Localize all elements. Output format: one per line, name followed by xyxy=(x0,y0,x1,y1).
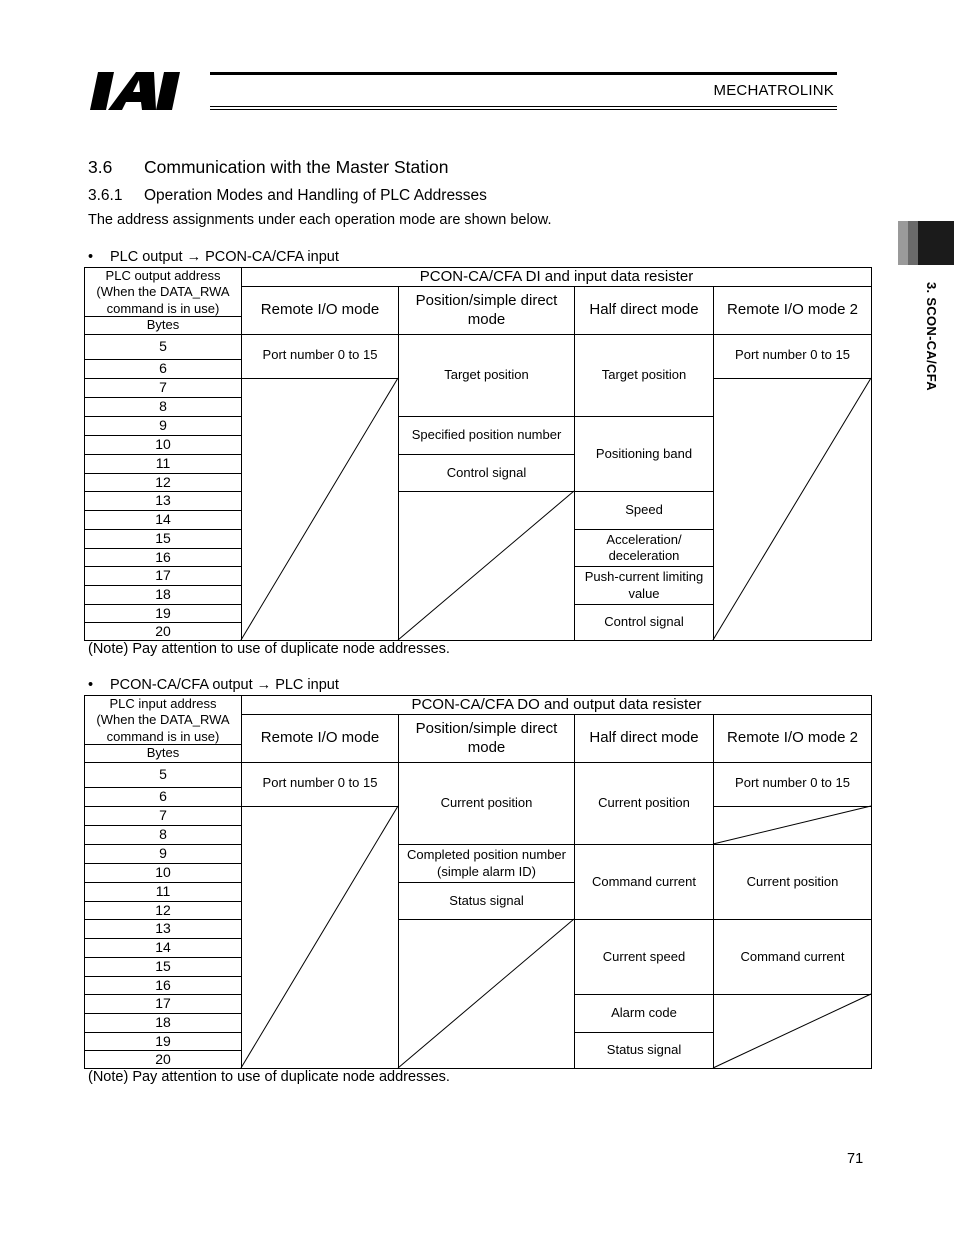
intro-text: The address assignments under each operation mode are shown below. xyxy=(88,212,552,228)
byte-cell: 5 xyxy=(84,334,242,360)
table1-mode-header: Position/simple direct mode xyxy=(398,286,575,335)
pos-control-signal: Control signal xyxy=(398,454,575,492)
half-target-position: Target position xyxy=(574,334,714,417)
pos-current-position: Current position xyxy=(398,762,575,845)
section-title: Communication with the Master Station xyxy=(144,157,449,177)
chapter-tab-shade-dark xyxy=(908,221,918,265)
byte-cell: 11 xyxy=(84,454,242,474)
table2-mode-header: Half direct mode xyxy=(574,714,714,763)
byte-cell: 17 xyxy=(84,994,242,1014)
byte-cell: 15 xyxy=(84,529,242,549)
address-header-line: (When the DATA_RWA xyxy=(96,284,230,300)
table1-address-header xyxy=(84,267,242,317)
remote-io-unused xyxy=(241,378,399,641)
table1-caption xyxy=(88,249,339,265)
byte-cell: 6 xyxy=(84,787,242,807)
table1-mode-header: Half direct mode xyxy=(574,286,714,335)
table2-group-header: PCON-CA/CFA DO and output data resister xyxy=(241,695,872,715)
table2-mode-header: Remote I/O mode xyxy=(241,714,399,763)
section-heading xyxy=(88,157,448,178)
pos-unused xyxy=(398,491,575,641)
byte-cell: 13 xyxy=(84,491,242,511)
table2-bytes-label: Bytes xyxy=(84,744,242,763)
half-push-current: Push-current limiting value xyxy=(574,566,714,605)
section-number: 3.6 xyxy=(88,157,113,177)
table2-caption xyxy=(88,677,339,693)
table1-caption-text: PLC output → PCON-CA/CFA input xyxy=(110,249,339,265)
table-plc-input xyxy=(84,695,871,1068)
half-acceleration: Acceleration/ deceleration xyxy=(574,529,714,567)
byte-cell: 16 xyxy=(84,976,242,995)
table1-note: (Note) Pay attention to use of duplicate node addresses. xyxy=(88,641,450,657)
header-rule xyxy=(210,72,837,75)
chapter-tab-shade-light xyxy=(898,221,908,265)
byte-cell: 20 xyxy=(84,622,242,641)
header-rule-thin-2 xyxy=(210,109,837,110)
byte-cell: 7 xyxy=(84,378,242,398)
pos-completed-position-number: Completed position number (simple alarm ID) xyxy=(398,844,575,883)
remote-io2-unused-upper xyxy=(713,806,872,845)
table1-group-header: PCON-CA/CFA DI and input data resister xyxy=(241,267,872,287)
byte-cell: 18 xyxy=(84,585,242,605)
table2-address-header xyxy=(84,695,242,745)
bullet-dot: • xyxy=(88,249,94,265)
chapter-tab-block xyxy=(918,221,954,265)
half-alarm-code: Alarm code xyxy=(574,994,714,1033)
address-header-line: PLC input address xyxy=(109,696,217,712)
byte-cell: 18 xyxy=(84,1013,242,1033)
byte-cell: 6 xyxy=(84,359,242,379)
table1-mode-header: Remote I/O mode 2 xyxy=(713,286,872,335)
half-current-position: Current position xyxy=(574,762,714,845)
byte-cell: 12 xyxy=(84,473,242,492)
table2-caption-text: PCON-CA/CFA output → PLC input xyxy=(110,677,339,693)
remote-io2-ports: Port number 0 to 15 xyxy=(713,334,872,379)
remote-io2-command-current: Command current xyxy=(713,919,872,995)
byte-cell: 10 xyxy=(84,863,242,883)
byte-cell: 17 xyxy=(84,566,242,586)
byte-cell: 9 xyxy=(84,844,242,864)
iai-logo xyxy=(90,72,206,110)
byte-cell: 5 xyxy=(84,762,242,788)
address-header-line: command is in use) xyxy=(106,300,220,316)
remote-io2-current-position: Current position xyxy=(713,844,872,920)
remote-io-unused xyxy=(241,806,399,1069)
table-plc-output xyxy=(84,267,871,640)
subsection-title: Operation Modes and Handling of PLC Addresses xyxy=(144,187,487,204)
byte-cell: 12 xyxy=(84,901,242,920)
page-number: 71 xyxy=(847,1151,864,1167)
pos-status-signal: Status signal xyxy=(398,882,575,920)
byte-cell: 11 xyxy=(84,882,242,902)
byte-cell: 19 xyxy=(84,604,242,623)
table1-bytes-label: Bytes xyxy=(84,316,242,335)
byte-cell: 13 xyxy=(84,919,242,939)
byte-cell: 16 xyxy=(84,548,242,567)
byte-cell: 7 xyxy=(84,806,242,826)
half-command-current: Command current xyxy=(574,844,714,920)
remote-io-ports: Port number 0 to 15 xyxy=(241,334,399,379)
byte-cell: 14 xyxy=(84,938,242,958)
pos-target-position: Target position xyxy=(398,334,575,417)
brand-label: MECHATROLINK xyxy=(713,82,834,99)
remote-io-ports: Port number 0 to 15 xyxy=(241,762,399,807)
pos-unused xyxy=(398,919,575,1069)
byte-cell: 8 xyxy=(84,825,242,845)
byte-cell: 19 xyxy=(84,1032,242,1051)
header-rule-thin xyxy=(210,106,837,107)
byte-cell: 9 xyxy=(84,416,242,436)
byte-cell: 20 xyxy=(84,1050,242,1069)
byte-cell: 10 xyxy=(84,435,242,455)
byte-cell: 8 xyxy=(84,397,242,417)
table1-mode-header: Remote I/O mode xyxy=(241,286,399,335)
table2-mode-header: Remote I/O mode 2 xyxy=(713,714,872,763)
subsection-number: 3.6.1 xyxy=(88,187,123,204)
address-header-line: command is in use) xyxy=(106,728,220,744)
half-status-signal: Status signal xyxy=(574,1032,714,1069)
remote-io2-unused xyxy=(713,378,872,641)
table2-note: (Note) Pay attention to use of duplicate node addresses. xyxy=(88,1069,450,1085)
pos-specified-position-number: Specified position number xyxy=(398,416,575,455)
half-speed: Speed xyxy=(574,491,714,530)
remote-io2-ports: Port number 0 to 15 xyxy=(713,762,872,807)
byte-cell: 15 xyxy=(84,957,242,977)
half-positioning-band: Positioning band xyxy=(574,416,714,492)
address-header-line: PLC output address xyxy=(105,268,221,284)
chapter-tab-label: 3. SCON-CA/CFA xyxy=(924,282,939,391)
table2-mode-header: Position/simple direct mode xyxy=(398,714,575,763)
address-header-line: (When the DATA_RWA xyxy=(96,712,230,728)
bullet-dot: • xyxy=(88,677,94,693)
half-current-speed: Current speed xyxy=(574,919,714,995)
remote-io2-unused-lower xyxy=(713,994,872,1069)
half-control-signal: Control signal xyxy=(574,604,714,641)
subsection-heading xyxy=(88,187,487,205)
byte-cell: 14 xyxy=(84,510,242,530)
